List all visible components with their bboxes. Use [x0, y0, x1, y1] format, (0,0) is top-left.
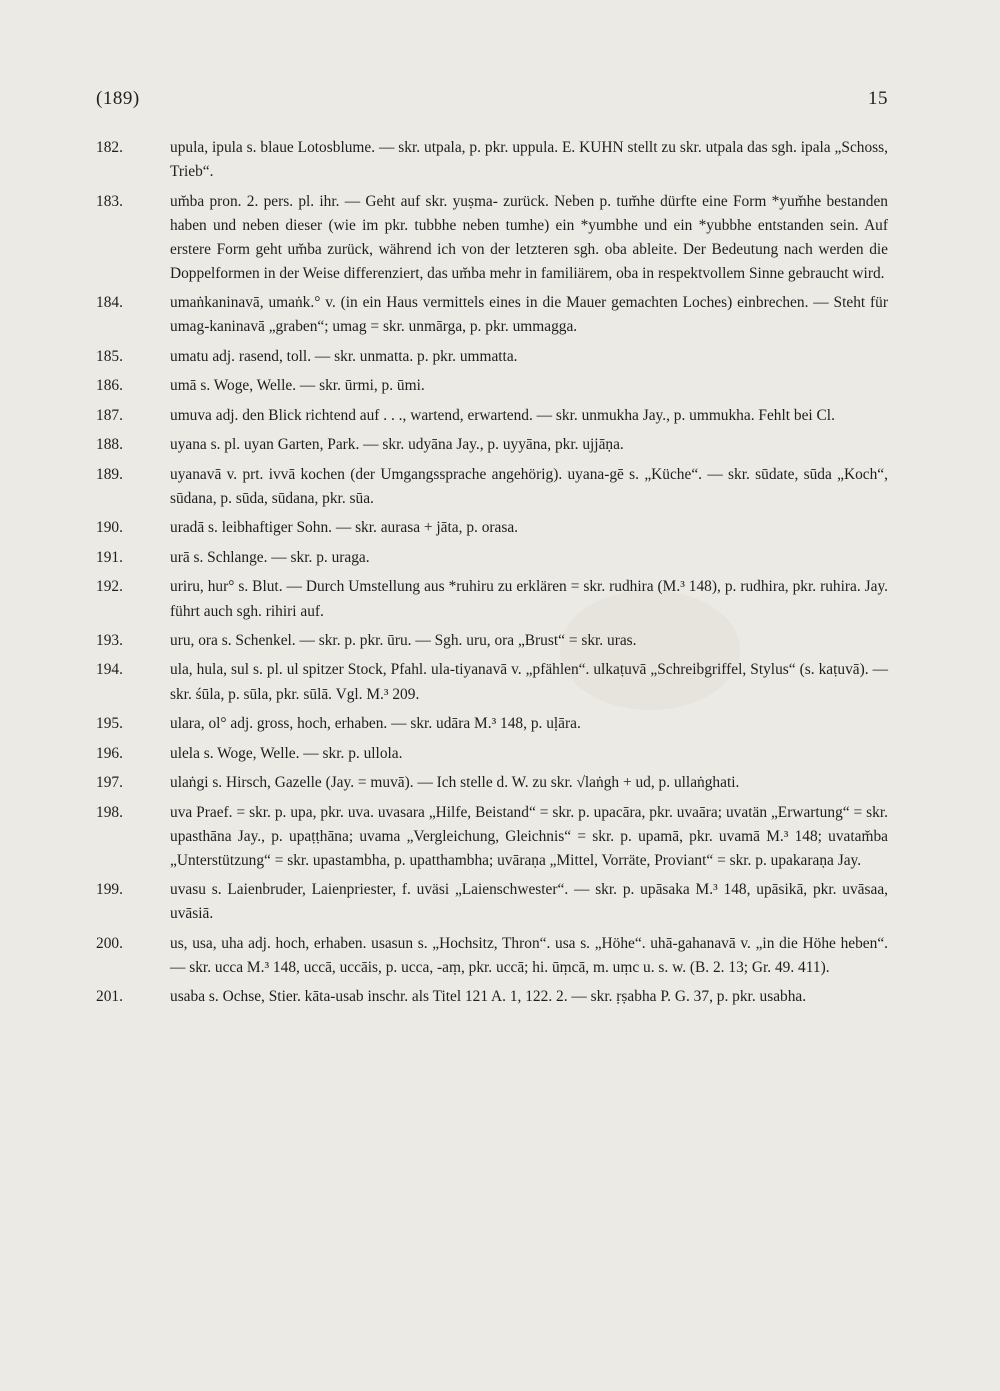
- entry-text: ulaṅgi s. Hirsch, Gazelle (Jay. = muvā). — Ich stelle d. W. zu skr. √laṅgh + ud, p. ullaṅghati.: [170, 774, 740, 792]
- page-label: (189): [96, 88, 140, 109]
- entry-number: 186.: [96, 377, 123, 395]
- dictionary-entry: [96, 463, 888, 511]
- entry-text: uradā s. leibhaftiger Sohn. — skr. aurasa + jāta, p. orasa.: [170, 519, 519, 537]
- entry-text: usaba s. Ochse, Stier. kāta-usab inschr. als Titel 121 A. 1, 122. 2. — skr. ṛṣabha P. G. 37, p. pkr. usabha.: [170, 988, 807, 1006]
- entry-number: 196.: [96, 744, 123, 762]
- entry-number: 185.: [96, 347, 123, 365]
- dictionary-entry: [96, 433, 888, 457]
- dictionary-entry: [96, 658, 888, 706]
- entry-number: 198.: [96, 803, 123, 821]
- dictionary-entry: [96, 136, 888, 184]
- entry-number: 188.: [96, 436, 123, 454]
- entry-text: ulela s. Woge, Welle. — skr. p. ullola.: [170, 744, 403, 762]
- entry-number: 197.: [96, 774, 123, 792]
- dictionary-entry: [96, 190, 888, 286]
- page-number: 15: [868, 88, 888, 109]
- entry-number: 201.: [96, 988, 123, 1006]
- dictionary-entry: [96, 404, 888, 428]
- entry-text: uvasu s. Laienbruder, Laienpriester, f. uväsi „Laienschwester“. — skr. p. upāsaka M.³ 148, upāsikā, pkr. uvāsaa, uvāsiā.: [170, 881, 888, 923]
- entry-number: 190.: [96, 519, 123, 537]
- entry-text: uyanavā v. prt. ivvā kochen (der Umgangssprache angehörig). uyana-gē s. „Küche“. — skr. sūdate, sūda „Koch“, sūdana, p. sūda, sūdana, pkr. sūa.: [170, 465, 888, 507]
- dictionary-entry: [96, 575, 888, 623]
- entry-text: um̆ba pron. 2. pers. pl. ihr. — Geht auf skr. yuṣma- zurück. Neben p. tum̆he dürfte eine Form *yum̆he bestanden haben und neben dieser (wie im pkr. tubbhe neben tumhe) ein *yumbhe und ein *yubbhe entstanden sein. Auf erstere Form geht um̆ba zurück, während ich von der letzteren sgh. oba ableite. Der Bedeutung nach werden die Doppelformen in der Weise differenziert, das um̆ba mehr in familiärem, oba in respektvollem Sinne gebraucht wird.: [170, 192, 888, 282]
- entry-text: umuva adj. den Blick richtend auf . . ., wartend, erwartend. — skr. unmukha Jay., p. ummukha. Fehlt bei Cl.: [170, 406, 835, 424]
- dictionary-entry: [96, 712, 888, 736]
- entry-text: uru, ora s. Schenkel. — skr. p. pkr. ūru. — Sgh. uru, ora „Brust“ = skr. uras.: [170, 631, 637, 649]
- entry-text: uva Praef. = skr. p. upa, pkr. uva. uvasara „Hilfe, Beistand“ = skr. p. upacāra, pkr. uvaāra; uvatän „Erwartung“ = skr. upasthāna Jay., p. upaṭṭhāna; uvama „Vergleichung, Gleichnis“ = skr. p. upamā, pkr. uvamā M.³ 148; uvatam̆ba „Unterstützung“ = skr. upastambha, p. upatthambha; uvāraṇa „Mittel, Vorräte, Proviant“ = skr. p. upakaraṇa Jay.: [170, 803, 888, 869]
- entry-number: 194.: [96, 661, 123, 679]
- entry-number: 182.: [96, 139, 123, 156]
- entry-text: umatu adj. rasend, toll. — skr. unmatta. p. pkr. ummatta.: [170, 347, 518, 365]
- dictionary-entry: [96, 374, 888, 398]
- entry-number: 195.: [96, 715, 123, 733]
- entry-text: uriru, hur° s. Blut. — Durch Umstellung aus *ruhiru zu erklären = skr. rudhira (M.³ 148), p. rudhira, pkr. ruhira. Jay. führt auch sgh. rihiri auf.: [170, 578, 888, 620]
- entry-number: 193.: [96, 631, 123, 649]
- entry-number: 200.: [96, 934, 123, 952]
- entry-text: upula, ipula s. blaue Lotosblume. — skr. utpala, p. pkr. uppula. E. KUHN stellt zu skr. utpala das sgh. ipala „Schoss, Trieb“.: [170, 139, 888, 181]
- dictionary-entry: [96, 546, 888, 570]
- entry-text: uyana s. pl. uyan Garten, Park. — skr. udyāna Jay., p. uyyāna, pkr. ujjāṇa.: [170, 436, 624, 454]
- dictionary-entry: [96, 932, 888, 980]
- entry-text: ulara, ol° adj. gross, hoch, erhaben. — skr. udāra M.³ 148, p. uḷāra.: [170, 715, 581, 733]
- entry-number: 184.: [96, 294, 123, 312]
- dictionary-entry: [96, 629, 888, 653]
- dictionary-entry: [96, 345, 888, 369]
- entry-text: ula, hula, sul s. pl. ul spitzer Stock, Pfahl. ula-tiyanavā v. „pfählen“. ulkaṭuvā „Schreibgriffel, Stylus“ (s. kaṭuvā). — skr. śūla, p. sūla, pkr. sūlā. Vgl. M.³ 209.: [170, 661, 888, 703]
- dictionary-entry: [96, 291, 888, 339]
- entry-number: 183.: [96, 192, 123, 210]
- entry-text: umaṅkaninavā, umaṅk.° v. (in ein Haus vermittels eines in die Mauer gemachten Loches) einbrechen. — Steht für umag-kaninavā „graben“; umag = skr. unmārga, p. pkr. ummagga.: [170, 294, 888, 336]
- dictionary-entries: [96, 136, 888, 1015]
- dictionary-entry: [96, 801, 888, 873]
- entry-number: 189.: [96, 465, 123, 483]
- entry-number: 199.: [96, 881, 123, 899]
- page-header: [96, 88, 888, 118]
- entry-text: urā s. Schlange. — skr. p. uraga.: [170, 548, 370, 566]
- dictionary-entry: [96, 771, 888, 795]
- entry-text: us, usa, uha adj. hoch, erhaben. usasun s. „Hochsitz, Thron“. usa s. „Höhe“. uhā-gahanavā v. „in die Höhe heben“. — skr. ucca M.³ 148, uccā, uccāis, p. ucca, -aṃ, pkr. uccā; hi. ūṃcā, m. uṃc u. s. w. (B. 2. 13; Gr. 49. 411).: [170, 934, 888, 976]
- dictionary-entry: [96, 985, 888, 1009]
- entry-number: 191.: [96, 548, 123, 566]
- entry-number: 187.: [96, 406, 123, 424]
- entry-number: 192.: [96, 578, 123, 596]
- dictionary-entry: [96, 742, 888, 766]
- entry-text: umā s. Woge, Welle. — skr. ūrmi, p. ūmi.: [170, 377, 425, 395]
- dictionary-entry: [96, 516, 888, 540]
- dictionary-entry: [96, 878, 888, 926]
